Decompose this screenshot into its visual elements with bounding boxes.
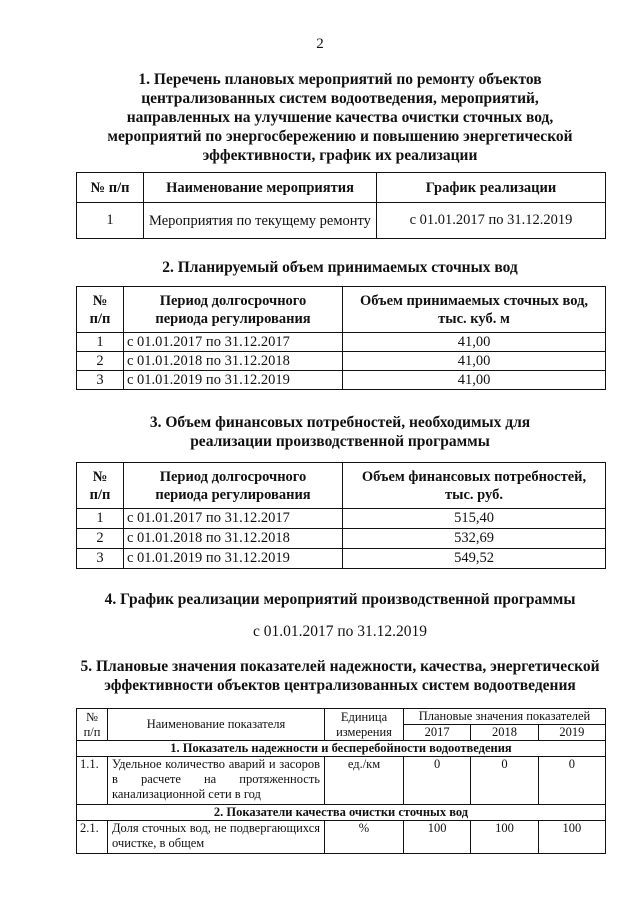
table-row (77, 333, 606, 352)
section1-title-line: эффективности, график их реализации (202, 147, 478, 164)
cell-value: 41,00 (343, 352, 606, 371)
table-row (77, 549, 606, 569)
header-year: 2017 (404, 725, 471, 741)
table-row (77, 757, 606, 805)
section5-title-line: эффективности объектов централизованных систем водоотведения (104, 677, 576, 694)
header-name: Наименование мероприятия (144, 173, 377, 203)
header-name: Наименование показателя (108, 709, 325, 741)
table-row (77, 203, 606, 239)
cell-num: 1 (77, 333, 124, 352)
header-year: 2019 (538, 725, 605, 741)
cell-value: 0 (538, 757, 605, 805)
cell-schedule: с 01.01.2017 по 31.12.2019 (377, 203, 606, 239)
cell-name: Мероприятия по текущему ремонту (144, 203, 377, 239)
cell-value: 532,69 (343, 529, 606, 549)
cell-num: 3 (77, 549, 124, 569)
section3-title (40, 413, 640, 451)
table-row (77, 509, 606, 529)
section4-period: с 01.01.2017 по 31.12.2019 (252, 623, 428, 640)
header-unit-line: Единица (340, 709, 388, 724)
cell-num: 3 (77, 371, 124, 390)
cell-value: 100 (404, 821, 471, 854)
header-value-line: тыс. руб. (445, 486, 503, 503)
header-num (77, 709, 108, 741)
header-value-line: тыс. куб. м (438, 310, 510, 327)
section3-table (76, 462, 606, 569)
group-row (77, 805, 606, 821)
group-row (77, 741, 606, 757)
cell-period: с 01.01.2017 по 31.12.2017 (124, 333, 343, 352)
cell-num: 2 (77, 352, 124, 371)
cell-period: с 01.01.2019 по 31.12.2019 (124, 371, 343, 390)
cell-period: с 01.01.2017 по 31.12.2017 (124, 509, 343, 529)
cell-value: 0 (404, 757, 471, 805)
cell-num: 2.1. (77, 821, 108, 854)
section2-table (76, 286, 606, 390)
header-period (124, 463, 343, 509)
header-period-line: периода регулирования (155, 486, 311, 503)
cell-value: 549,52 (343, 549, 606, 569)
page-number: 2 (316, 36, 324, 52)
section1-table (76, 172, 606, 239)
header-num: № п/п (77, 173, 144, 203)
header-value-line: Объем финансовых потребностей, (361, 468, 587, 485)
section5-title-line: 5. Плановые значения показателей надежности, качества, энергетической (80, 658, 600, 675)
cell-unit: ед./км (325, 757, 404, 805)
table-row (77, 821, 606, 854)
cell-value: 41,00 (343, 333, 606, 352)
section3-title-line: реализации производственной программы (190, 433, 490, 450)
cell-value: 515,40 (343, 509, 606, 529)
header-period-line: периода регулирования (155, 310, 311, 327)
cell-num: 1 (77, 203, 144, 239)
header-value-line: Объем принимаемых сточных вод, (359, 292, 589, 309)
cell-value: 100 (538, 821, 605, 854)
table-header-row (77, 709, 606, 725)
group-title: 1. Показатель надежности и бесперебойности водоотведения (77, 741, 606, 757)
header-value (343, 463, 606, 509)
section1-title-line: мероприятий по энергосбережению и повышению энергетической (107, 128, 573, 145)
table-row (77, 529, 606, 549)
header-schedule: График реализации (377, 173, 606, 203)
table-row (77, 352, 606, 371)
header-planned: Плановые значения показателей (404, 709, 606, 725)
section4-title: 4. График реализации мероприятий производственной программы (104, 591, 576, 608)
section1-title (60, 70, 620, 165)
header-period (124, 287, 343, 333)
section1-title-line: направленных на улучшение качества очистки сточных вод, (126, 109, 554, 126)
table-header-row (77, 463, 606, 509)
section1-title-line: централизованных систем водоотведения, мероприятий, (141, 90, 539, 107)
header-period-line: Период долгосрочного (159, 468, 307, 485)
header-num (77, 463, 124, 509)
cell-num: 1.1. (77, 757, 108, 805)
header-num (77, 287, 124, 333)
header-num-line: № (86, 709, 98, 724)
group-title: 2. Показатели качества очистки сточных вод (77, 805, 606, 821)
cell-num: 2 (77, 529, 124, 549)
header-num-line: п/п (89, 486, 111, 503)
section3-title-line: 3. Объем финансовых потребностей, необходимых для (149, 414, 531, 431)
section2-title: 2. Планируемый объем принимаемых сточных вод (162, 259, 518, 276)
table-header-row (77, 287, 606, 333)
header-unit-line: измерения (336, 724, 392, 739)
section1-title-line: 1. Перечень плановых мероприятий по ремонту объектов (138, 71, 542, 88)
header-value (343, 287, 606, 333)
cell-value: 41,00 (343, 371, 606, 390)
cell-value: 0 (471, 757, 538, 805)
section5-table (76, 708, 606, 854)
cell-name: Доля сточных вод, не подвергающихся очистке, в общем (108, 821, 325, 854)
cell-num: 1 (77, 509, 124, 529)
header-num-line: п/п (89, 310, 111, 327)
header-num-line: № (92, 292, 108, 309)
cell-value: 100 (471, 821, 538, 854)
table-header-row (77, 173, 606, 203)
cell-unit: % (325, 821, 404, 854)
header-period-line: Период долгосрочного (159, 292, 307, 309)
cell-period: с 01.01.2019 по 31.12.2019 (124, 549, 343, 569)
header-year: 2018 (471, 725, 538, 741)
cell-name: Удельное количество аварий и засоров в расчете на протяженность канализационной сети в год (108, 757, 325, 805)
cell-period: с 01.01.2018 по 31.12.2018 (124, 352, 343, 371)
header-unit (325, 709, 404, 741)
section5-title (40, 657, 640, 695)
cell-period: с 01.01.2018 по 31.12.2018 (124, 529, 343, 549)
table-row (77, 371, 606, 390)
header-num-line: № (92, 468, 108, 485)
header-num-line: п/п (83, 724, 101, 739)
